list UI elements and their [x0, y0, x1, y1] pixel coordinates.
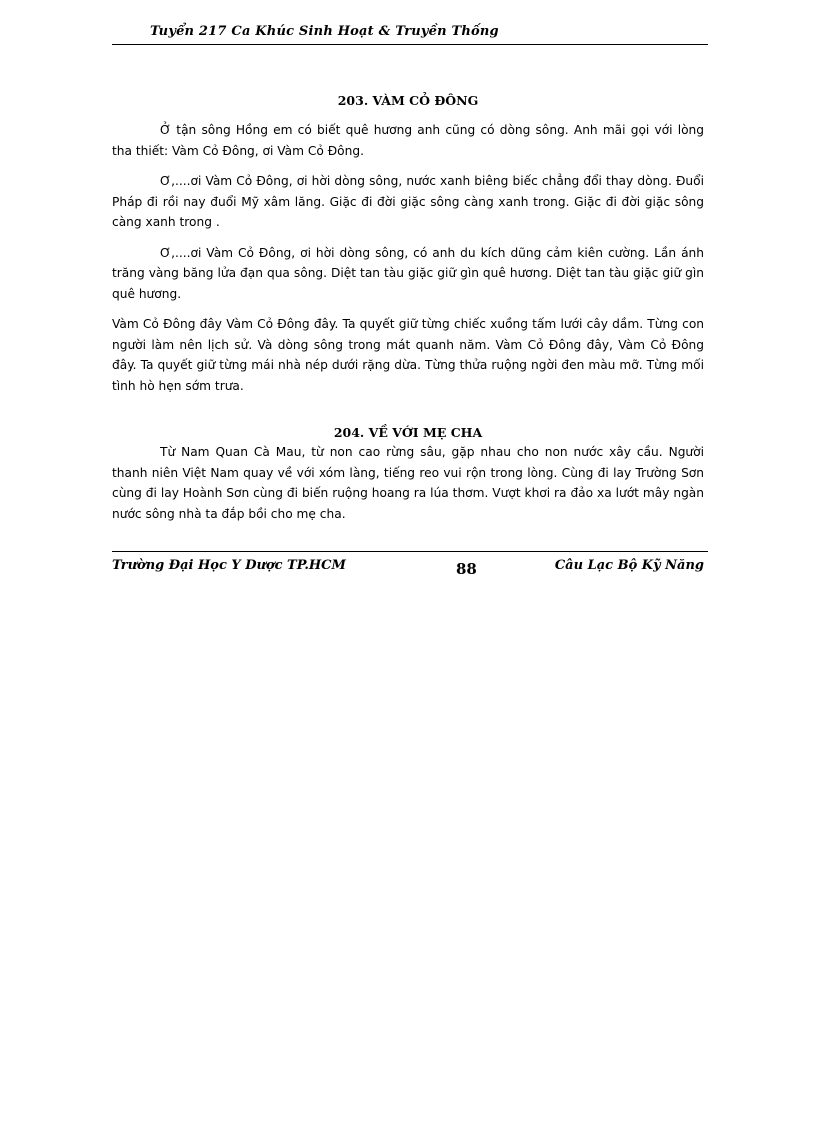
page-number: 88: [456, 560, 477, 578]
page-footer: [112, 551, 708, 582]
lyric-paragraph: Ở tận sông Hồng em có biết quê hương anh cũng có dòng sông. Anh mãi gọi với lòng tha thiết: Vàm Cỏ Đông, ơi Vàm Cỏ Đông.: [112, 123, 704, 158]
footer-school: Trường Đại Học Y Dược TP.HCM: [112, 558, 346, 573]
header-title: Tuyển 217 Ca Khúc Sinh Hoạt & Truyền Thống: [150, 24, 499, 39]
page-content: [112, 92, 704, 534]
lyric-paragraph: Ơ,....ơi Vàm Cỏ Đông, ơi hời dòng sông, có anh du kích dũng cảm kiên cường. Lần ánh trăng vàng băng lửa đạn qua sông. Diệt tan tàu giặc giữ gìn quê hương. Diệt tan tàu giặc giữ gìn quê hương.: [112, 245, 704, 301]
song-203: [112, 92, 704, 396]
lyric-paragraph: Ơ,....ơi Vàm Cỏ Đông, ơi hời dòng sông, nước xanh biêng biếc chẳng đổi thay dòng. Đuổi Pháp đi rồi nay đuổi Mỹ xâm lăng. Giặc đi đời giặc sông càng xanh trong. Giặc đi đời giặc sông càng xanh trong .: [112, 174, 704, 229]
footer-club: Câu Lạc Bộ Kỹ Năng: [554, 558, 704, 573]
page-header: [112, 22, 708, 45]
lyric-paragraph: Vàm Cỏ Đông đây Vàm Cỏ Đông đây. Ta quyết giữ từng chiếc xuồng tấm lưới cây dầm. Từng con người làm nên lịch sử. Và dòng sông trong mát quanh năm. Vàm Cỏ Đông đây, Vàm Cỏ Đông đây. Ta quyết giữ từng mái nhà nép dưới rặng dừa. Từng thửa ruộng ngời đen màu mỡ. Từng mối tình hò hẹn sớm trưa.: [112, 317, 704, 393]
song-title: 204. VỀ VỚI MẸ CHA: [333, 425, 483, 440]
lyric-paragraph: Từ Nam Quan Cà Mau, từ non cao rừng sâu, gặp nhau cho non nước xây cầu. Người thanh niên Việt Nam quay về với xóm làng, tiếng reo vui rộn trong lòng. Cùng đi lay Trường Sơn cùng đi lay Hoành Sơn cùng đi biến ruộng hoang ra lúa thơm. Vượt khơi ra đảo xa lướt mây ngàn nước sông nhà ta đắp bồi cho mẹ cha.: [112, 445, 704, 521]
song-204: [112, 424, 704, 524]
song-title: 203. VÀM CỎ ĐÔNG: [337, 93, 479, 108]
